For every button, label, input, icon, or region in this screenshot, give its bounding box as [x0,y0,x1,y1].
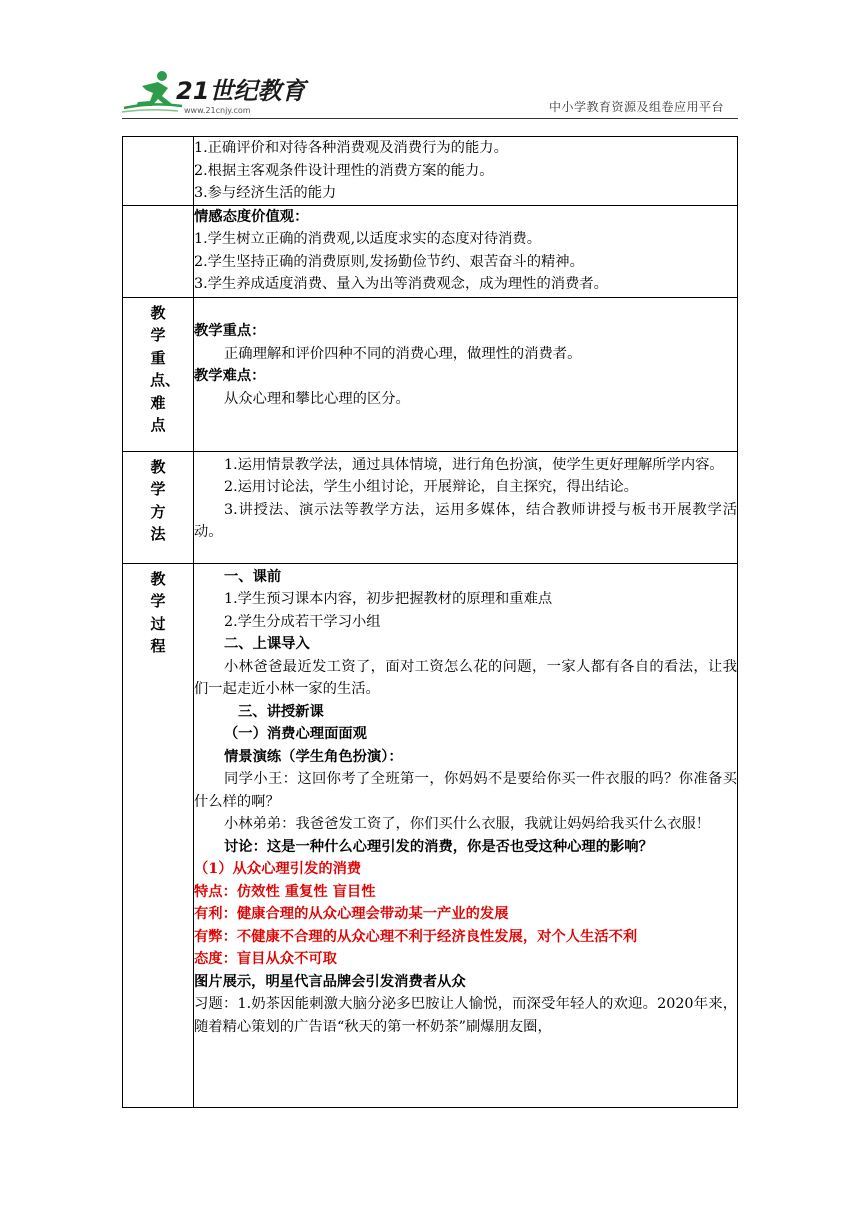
focus-text: 正确理解和评价四种不同的消费心理，做理性的消费者。 [224,345,582,362]
method-item: 2.运用讨论法，学生小组讨论，开展辩论，自主探究，得出结论。 [224,479,638,495]
conformity-features: 特点：仿效性 重复性 盲目性 [194,883,376,900]
key-points-row [123,297,738,451]
before-class-item: 1.学生预习课本内容，初步把握教材的原理和重难点 [224,591,553,607]
process-cell [194,563,738,1107]
emotion-item: 3.学生养成适度消费、量入为出等消费观念，成为理性的消费者。 [194,276,608,292]
methods-row [123,451,738,563]
process-label: 教学过程 [150,569,166,655]
key-points-cell [194,297,738,451]
conformity-pros: 有利：健康合理的从众心理会带动某一产业的发展 [194,906,509,922]
conformity-title: （1）从众心理引发的消费 [194,861,362,877]
key-points-label-cell [123,297,194,451]
abilities-row [123,137,738,206]
svg-text:www.21cnjy.com: www.21cnjy.com [184,106,251,115]
discussion-prompt: 讨论：这是一种什么心理引发的消费，你是否也受这种心理的影响？ [224,838,653,855]
conformity-attitude: 态度：盲目从众不可取 [194,951,337,967]
section-before-class-heading: 一、课前 [224,568,282,585]
emotion-label-cell [123,205,194,297]
dialogue-text: 同学小王：这回你考了全班第一，你妈妈不是要给你买一件衣服的吗？你准备买什么样的啊？ [194,771,737,810]
abilities-label-cell [123,137,194,206]
ability-item: 1.正确评价和对待各种消费观及消费行为的能力。 [194,140,508,156]
difficulty-text: 从众心理和攀比心理的区分。 [224,390,410,407]
scenario-heading: 情景演练（学生角色扮演）： [224,748,403,765]
key-points-label: 教学重点、难点 [150,303,181,434]
emotion-item: 1.学生树立正确的消费观,以适度求实的态度对待消费。 [194,231,542,247]
emotion-heading: 情感态度价值观： [194,208,309,225]
page-header [0,0,860,125]
section-intro-heading: 二、上课导入 [224,636,310,652]
intro-text: 小林爸爸最近发工资了，面对工资怎么花的问题，一家人都有各自的看法，让我们一起走近小林一家的生活。 [194,658,737,697]
process-label-cell [123,563,194,1107]
method-item: 1.运用情景教学法，通过具体情境，进行角色扮演，使学生更好理解所学内容。 [224,456,724,473]
methods-label-cell [123,451,194,563]
image-show-text: 图片展示，明星代言品牌会引发消费者从众 [194,973,466,990]
ability-item: 2.根据主客观条件设计理性的消费方案的能力。 [194,162,494,179]
svg-text:21世纪教育: 21世纪教育 [176,77,306,105]
emotion-item: 2.学生坚持正确的消费原则,发扬勤俭节约、艰苦奋斗的精神。 [194,253,584,270]
method-item: 3.讲授法、演示法等教学方法，运用多媒体，结合教师讲授与板书开展教学活动。 [194,501,737,540]
exercise-text: 习题：1.奶茶因能刺激大脑分泌多巴胺让人愉悦，而深受年轻人的欢迎。2020年来，随着精心策划的广告语“秋天的第一杯奶茶”刷爆朋友圈， [194,996,737,1035]
runner-logo-icon [122,66,306,118]
before-class-item: 2.学生分成若干学习小组 [224,613,381,630]
dialogue-text: 小林弟弟：我爸爸发工资了，你们买什么衣服，我就让妈妈给我买什么衣服！ [224,816,711,832]
emotion-row [123,205,738,297]
ability-item: 3.参与经济生活的能力 [194,185,337,201]
process-row [123,563,738,1107]
methods-cell [194,451,738,563]
focus-heading: 教学重点： [194,323,266,339]
emotion-cell [194,205,738,297]
lesson-plan-table [122,136,738,1108]
header-divider [122,118,738,119]
methods-label: 教学方法 [150,457,166,543]
conformity-cons: 有弊：不健康不合理的从众心理不利于经济良性发展，对个人生活不利 [194,928,638,945]
difficulty-heading: 教学难点： [194,368,266,384]
platform-tagline: 中小学教育资源及组卷应用平台 [548,100,724,114]
section-new-lesson-heading: 三、讲授新课 [238,703,324,720]
abilities-cell [194,137,738,206]
subsection-heading: （一）消费心理面面观 [224,726,367,742]
site-logo[interactable] [122,66,306,118]
